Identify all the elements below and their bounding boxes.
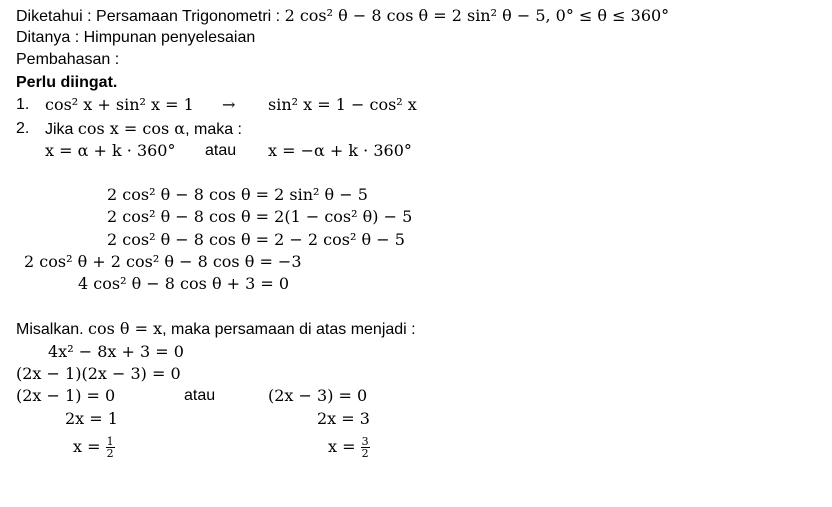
remember-item-2-math: cos x = cos α xyxy=(77,119,186,138)
fraction-one-half xyxy=(106,436,115,459)
fraction-numerator: 3 xyxy=(361,435,369,448)
fraction-denominator: 2 xyxy=(361,447,369,460)
remember-item-1-left: cos² x + sin² x = 1 xyxy=(45,95,194,114)
root-right-2: 2x = 3 xyxy=(317,409,370,428)
root-right-3-prefix: x = xyxy=(328,437,361,456)
fraction-denominator: 2 xyxy=(106,447,114,460)
remember-item-1-number: 1. xyxy=(16,96,30,113)
known-line xyxy=(16,5,669,28)
remember-item-2-line xyxy=(45,118,242,141)
remember-item-1-right: sin² x = 1 − cos² x xyxy=(268,95,417,114)
quadratic-equation: 4x² − 8x + 3 = 0 xyxy=(48,342,184,361)
substitution-line xyxy=(16,318,416,341)
root-left-3 xyxy=(73,434,115,460)
remember-item-2-suffix: , maka : xyxy=(185,121,242,138)
remember-item-2-right: x = −α + k · 360° xyxy=(268,141,412,160)
fraction-numerator: 1 xyxy=(106,435,114,448)
remember-item-2-number: 2. xyxy=(16,120,30,137)
root-left-1: (2x − 1) = 0 xyxy=(16,386,116,405)
step-5: 4 cos² θ − 8 cos θ + 3 = 0 xyxy=(78,274,290,293)
remember-item-2-text: Jika xyxy=(45,121,78,138)
substitution-text-2: , maka persamaan di atas menjadi : xyxy=(162,321,416,338)
remember-item-2-atau: atau xyxy=(205,142,237,159)
remember-title: Perlu diingat. xyxy=(16,74,118,91)
known-label: Diketahui : Persamaan Trigonometri : xyxy=(16,8,285,25)
root-right-3 xyxy=(328,434,370,460)
step-2: 2 cos² θ − 8 cos θ = 2(1 − cos² θ) − 5 xyxy=(107,207,413,226)
remember-item-2-left: x = α + k · 360° xyxy=(45,141,176,160)
root-right-1: (2x − 3) = 0 xyxy=(268,386,368,405)
step-4: 2 cos² θ + 2 cos² θ − 8 cos θ = −3 xyxy=(24,252,302,271)
fraction-three-halves xyxy=(361,436,370,459)
arrow-icon: → xyxy=(222,95,236,114)
roots-atau: atau xyxy=(184,387,216,404)
substitution-math: cos θ = x xyxy=(88,319,163,338)
substitution-text-1: Misalkan. xyxy=(16,321,89,338)
root-left-3-prefix: x = xyxy=(73,437,106,456)
known-equation: 2 cos² θ − 8 cos θ = 2 sin² θ − 5, 0° ≤ θ ≤ 360° xyxy=(284,6,670,25)
asked-line: Ditanya : Himpunan penyelesaian xyxy=(16,29,256,46)
discussion-line: Pembahasan : xyxy=(16,51,120,68)
step-3: 2 cos² θ − 8 cos θ = 2 − 2 cos² θ − 5 xyxy=(107,230,405,249)
root-left-2: 2x = 1 xyxy=(65,409,118,428)
step-1: 2 cos² θ − 8 cos θ = 2 sin² θ − 5 xyxy=(107,185,368,204)
factored-equation: (2x − 1)(2x − 3) = 0 xyxy=(16,364,181,383)
